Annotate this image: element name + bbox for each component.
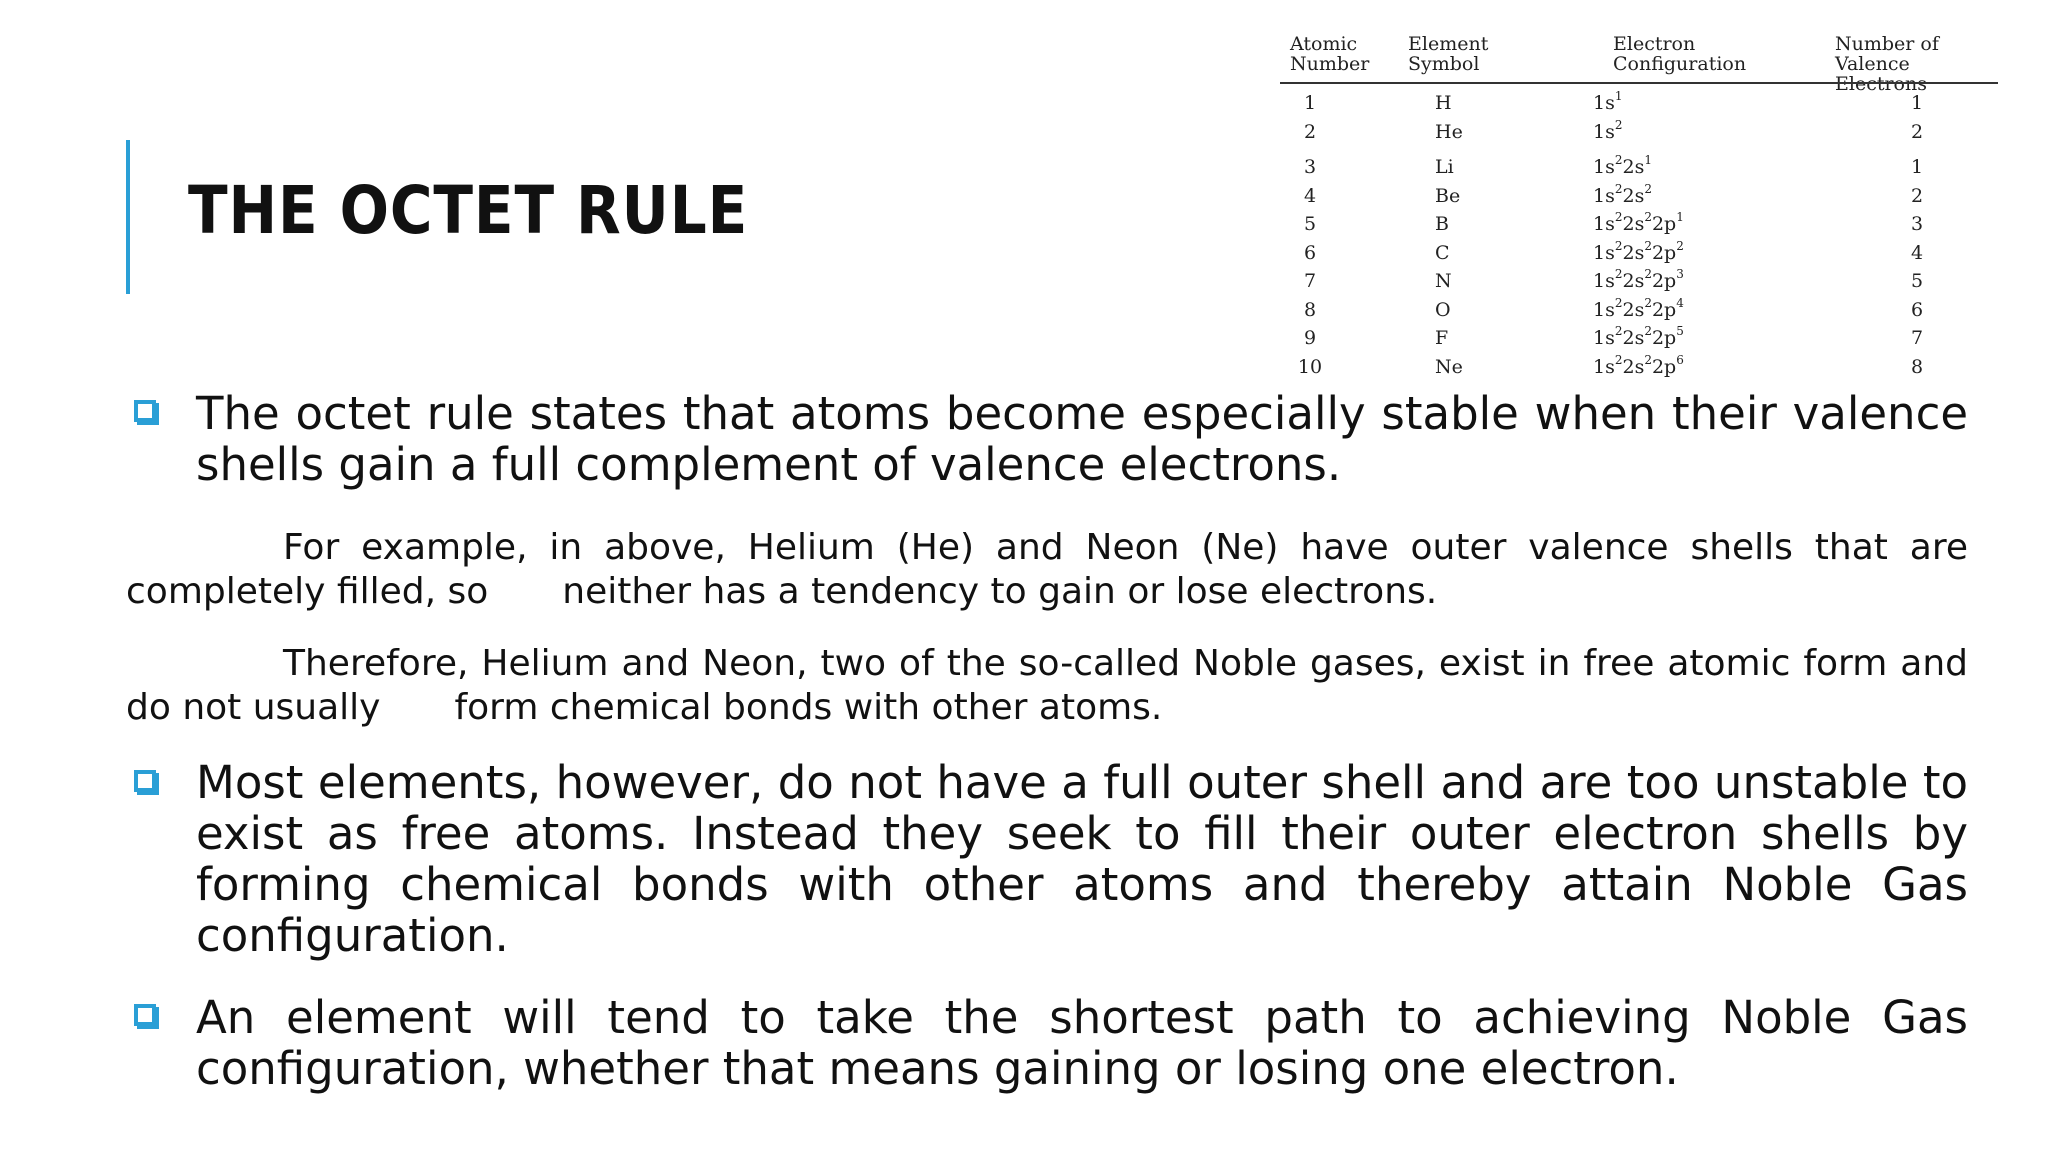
table-row xyxy=(1280,324,1998,355)
cell-electron-configuration: $1s^2$ xyxy=(1593,118,1623,143)
bullet-shortest-path: An element will tend to take the shortest path to achieving Noble Gas configuration, whether that means gaining or losing one electron. xyxy=(196,991,1968,1095)
table-header xyxy=(1280,30,1998,95)
cell-atomic-number: 4 xyxy=(1303,185,1317,207)
cell-atomic-number: 5 xyxy=(1303,213,1317,235)
cell-electron-configuration: $1s^22s^2$ xyxy=(1593,182,1652,207)
cell-atomic-number: 6 xyxy=(1303,242,1317,264)
cell-atomic-number: 1 xyxy=(1303,92,1317,114)
example-helium-neon-text-a: For example, in above, Helium (He) and Neon (Ne) have outer valence shells that are completely filled, so xyxy=(126,527,1968,612)
table-row xyxy=(1280,153,1998,184)
table-row xyxy=(1280,210,1998,241)
cell-element-symbol: N xyxy=(1435,270,1452,292)
cell-electron-configuration: $1s^22s^22p^2$ xyxy=(1593,239,1684,264)
table-row xyxy=(1280,267,1998,298)
cell-electron-configuration: $1s^22s^22p^4$ xyxy=(1593,296,1684,321)
cell-valence-electrons: 3 xyxy=(1910,213,1924,235)
cell-valence-electrons: 8 xyxy=(1910,356,1924,378)
cell-atomic-number: 8 xyxy=(1303,299,1317,321)
cell-element-symbol: B xyxy=(1435,213,1449,235)
header-electron-configuration: Electron Configuration xyxy=(1613,33,1747,75)
cell-atomic-number: 10 xyxy=(1297,356,1323,378)
title-accent-bar xyxy=(126,140,130,294)
table-row xyxy=(1280,182,1998,213)
cell-element-symbol: Li xyxy=(1435,156,1454,178)
cell-valence-electrons: 1 xyxy=(1910,156,1924,178)
example-helium-neon-text-b: neither has a tendency to gain or lose electrons. xyxy=(562,571,1438,612)
cell-valence-electrons: 6 xyxy=(1910,299,1924,321)
table-row xyxy=(1280,239,1998,270)
cell-element-symbol: He xyxy=(1435,121,1463,143)
cell-valence-electrons: 7 xyxy=(1910,327,1924,349)
table-row xyxy=(1280,296,1998,327)
table-divider xyxy=(1280,82,1998,84)
example-noble-gases xyxy=(126,642,1968,730)
cell-element-symbol: Be xyxy=(1435,185,1461,207)
bullet-octet-rule: The octet rule states that atoms become especially stable when their valence shells gain a full complement of valence electrons. xyxy=(196,387,1968,491)
cell-electron-configuration: $1s^22s^1$ xyxy=(1593,153,1652,178)
cell-valence-electrons: 2 xyxy=(1910,185,1924,207)
cell-valence-electrons: 5 xyxy=(1910,270,1924,292)
cell-electron-configuration: $1s^22s^22p^6$ xyxy=(1593,353,1684,378)
table-row xyxy=(1280,118,1998,149)
cell-valence-electrons: 1 xyxy=(1910,92,1924,114)
cell-electron-configuration: $1s^1$ xyxy=(1593,89,1623,114)
cell-atomic-number: 3 xyxy=(1303,156,1317,178)
electron-configuration-table xyxy=(1280,30,1998,382)
cell-electron-configuration: $1s^22s^22p^1$ xyxy=(1593,210,1684,235)
cell-valence-electrons: 2 xyxy=(1910,121,1924,143)
slide-title: THE OCTET RULE xyxy=(188,172,749,249)
cell-element-symbol: C xyxy=(1435,242,1450,264)
example-helium-neon xyxy=(126,526,1968,614)
cell-atomic-number: 7 xyxy=(1303,270,1317,292)
cell-atomic-number: 9 xyxy=(1303,327,1317,349)
bullet-square-icon xyxy=(134,768,164,798)
cell-element-symbol: O xyxy=(1435,299,1451,321)
bullet-square-icon xyxy=(134,1002,164,1032)
cell-valence-electrons: 4 xyxy=(1910,242,1924,264)
cell-element-symbol: F xyxy=(1435,327,1449,349)
header-valence-electrons: Number of Valence Electrons xyxy=(1835,33,1939,95)
example-noble-gases-text-a: Therefore, Helium and Neon, two of the so-called Noble gases, exist in free atomic form and do not usually xyxy=(126,643,1968,728)
example-noble-gases-text-b: form chemical bonds with other atoms. xyxy=(454,687,1163,728)
header-element-symbol: Element Symbol xyxy=(1408,33,1489,75)
header-atomic-number: Atomic Number xyxy=(1290,33,1370,75)
cell-atomic-number: 2 xyxy=(1303,121,1317,143)
cell-element-symbol: H xyxy=(1435,92,1452,114)
bullet-square-icon xyxy=(134,398,164,428)
cell-electron-configuration: $1s^22s^22p^5$ xyxy=(1593,324,1684,349)
table-row xyxy=(1280,89,1998,120)
cell-element-symbol: Ne xyxy=(1435,356,1463,378)
bullet-most-elements: Most elements, however, do not have a full outer shell and are too unstable to exist as free atoms. Instead they seek to fill their outer electron shells by forming chemical bonds with other atoms and thereby attain Noble Gas configuration. xyxy=(196,756,1968,962)
cell-electron-configuration: $1s^22s^22p^3$ xyxy=(1593,267,1684,292)
table-row xyxy=(1280,353,1998,384)
